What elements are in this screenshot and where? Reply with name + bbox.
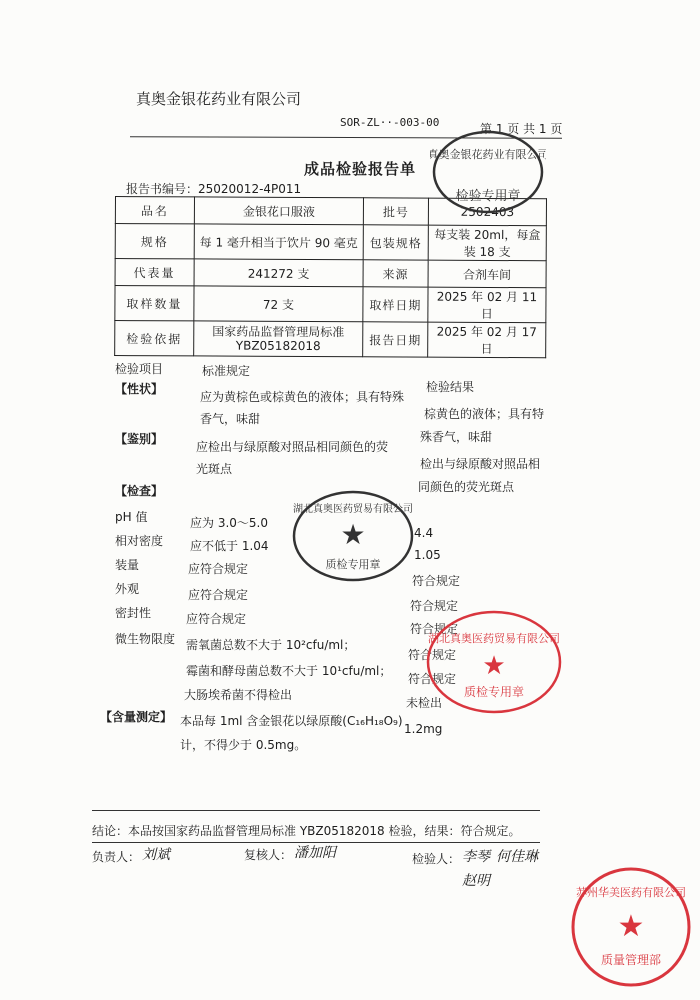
sample-label: 取样数量 <box>115 286 194 321</box>
character-label: 【性状】 <box>115 382 164 396</box>
micro-result: 符合规定 <box>408 672 457 686</box>
test-std: 应符合规定 <box>188 588 249 602</box>
info-table <box>114 196 547 358</box>
batch-label: 批号 <box>363 198 428 225</box>
character-res-1: 棕黄色的液体；具有特 <box>424 407 545 421</box>
red-seal-stamp <box>424 608 564 716</box>
star-icon: ★ <box>340 518 366 551</box>
items-header-result: 检验结果 <box>426 380 475 394</box>
test-name: 密封性 <box>115 606 152 620</box>
pack-label: 包装规格 <box>363 225 428 260</box>
test-result: 符合规定 <box>412 574 461 588</box>
test-result: 符合规定 <box>410 622 459 636</box>
basis-value <box>194 321 363 357</box>
batch-value: 2502403 <box>428 198 546 226</box>
inspector-signature-3: 赵明 <box>462 873 490 889</box>
report-number: 报告书编号：25020012-4P011 <box>126 182 302 196</box>
page-title: 成品检验报告单 <box>304 160 417 178</box>
test-name: 装量 <box>115 558 140 572</box>
tests-label: 【检查】 <box>115 484 164 498</box>
identification-res-1: 检出与绿原酸对照品相 <box>420 457 541 471</box>
assay-std-2: 计，不得少于 0.5mg。 <box>180 738 307 752</box>
report-date-value: 2025 年 02 月 17 日 <box>428 322 546 358</box>
reviewer-label: 复核人： <box>244 848 293 862</box>
identification-std-1: 应检出与绿原酸对照品相同颜色的荧 <box>196 440 389 454</box>
inspector-signature-1: 李琴 <box>462 849 490 865</box>
report-date-label: 报告日期 <box>363 322 428 357</box>
product-value: 金银花口服液 <box>194 197 363 225</box>
micro-result: 未检出 <box>406 696 443 710</box>
character-std-1: 应为黄棕色或棕黄色的液体；具有特殊 <box>200 390 405 404</box>
seal-bottom-text: 质量管理部 <box>600 953 662 967</box>
test-std: 需氧菌总数不大于 10²cfu/ml； <box>186 638 356 652</box>
table-row <box>115 286 546 323</box>
seal-bottom-text: 质检专用章 <box>463 685 525 699</box>
items-header-item: 检验项目 <box>115 362 164 376</box>
conclusion-top-line <box>92 810 540 811</box>
table-row <box>115 224 546 261</box>
micro-std: 大肠埃希菌不得检出 <box>184 688 293 702</box>
test-name: 相对密度 <box>115 534 164 548</box>
basis-label: 检验依据 <box>115 321 194 356</box>
inspector-label: 检验人： <box>412 852 461 866</box>
document-number: SOR-ZL··-003-00 <box>340 116 440 129</box>
test-name: 微生物限度 <box>115 632 176 646</box>
rep-value: 241272 支 <box>194 259 363 287</box>
reviewer-signature: 潘加阳 <box>294 845 336 861</box>
spec-label: 规格 <box>115 224 194 259</box>
basis-value-line-1: 国家药品监督管理局标准 <box>212 324 345 340</box>
table-row <box>115 321 546 358</box>
conclusion: 结论：本品按国家药品监督管理局标准 YBZ05182018 检验，结果：符合规定。 <box>92 824 521 838</box>
seal-bottom-text: 质检专用章 <box>325 558 381 571</box>
inspection-seal-stamp <box>430 128 546 216</box>
character-res-2: 殊香气，味甜 <box>420 430 493 444</box>
seal-arc-text: 苏州华美医药有限公司 <box>576 886 686 899</box>
middle-seal-stamp <box>290 488 416 584</box>
identification-std-2: 光斑点 <box>196 462 233 476</box>
assay-label: 【含量测定】 <box>100 710 173 724</box>
seal-bottom-text: 检验专用章 <box>455 189 521 204</box>
pack-value: 每支装 20ml，每盒装 18 支 <box>428 225 546 261</box>
items-header-standard: 标准规定 <box>202 364 251 378</box>
product-label: 品名 <box>115 197 194 224</box>
test-std: 应不低于 1.04 <box>190 539 269 553</box>
inspector-signature-2: 何佳琳 <box>496 849 538 865</box>
test-name: 外观 <box>115 582 140 596</box>
table-row <box>115 259 546 288</box>
test-result: 符合规定 <box>408 648 457 662</box>
source-value: 合剂车间 <box>428 260 546 288</box>
sample-date-value: 2025 年 02 月 11 日 <box>428 287 546 323</box>
assay-result: 1.2mg <box>404 722 443 736</box>
page-info: 第 1 页 共 1 页 <box>480 122 563 136</box>
corner-seal-stamp <box>568 864 694 990</box>
character-std-2: 香气，味甜 <box>200 412 261 426</box>
sample-date-label: 取样日期 <box>363 287 428 322</box>
sample-value: 72 支 <box>194 286 363 322</box>
test-std: 应为 3.0～5.0 <box>190 516 268 530</box>
seal-arc-text: 湖北真奥医药贸易有限公司 <box>428 632 560 645</box>
test-result: 符合规定 <box>410 599 459 613</box>
identification-label: 【鉴别】 <box>115 432 164 446</box>
spec-value: 每 1 毫升相当于饮片 90 毫克 <box>194 224 363 260</box>
test-result: 1.05 <box>414 548 441 562</box>
assay-std-1: 本品每 1ml 含金银花以绿原酸(C₁₆H₁₈O₉) <box>180 714 403 728</box>
test-std: 应符合规定 <box>188 562 249 576</box>
star-icon: ★ <box>482 651 506 681</box>
basis-value-line-2: YBZ05182018 <box>235 338 321 354</box>
seal-arc-text: 真奥金银花药业有限公司 <box>430 148 546 161</box>
source-label: 来源 <box>363 260 428 287</box>
rep-label: 代表量 <box>115 259 194 286</box>
responsible-signature: 刘斌 <box>142 847 170 863</box>
test-std: 应符合规定 <box>186 612 247 626</box>
test-result: 4.4 <box>414 526 434 540</box>
star-icon: ★ <box>617 909 645 944</box>
company-name: 真奥金银花药业有限公司 <box>136 90 302 108</box>
test-name: pH 值 <box>115 510 148 524</box>
micro-std: 霉菌和酵母菌总数不大于 10¹cfu/ml； <box>186 664 392 678</box>
responsible-label: 负责人： <box>92 850 141 864</box>
identification-res-2: 同颜色的荧光斑点 <box>418 480 515 494</box>
seal-arc-text: 湖北真奥医药贸易有限公司 <box>293 504 413 515</box>
